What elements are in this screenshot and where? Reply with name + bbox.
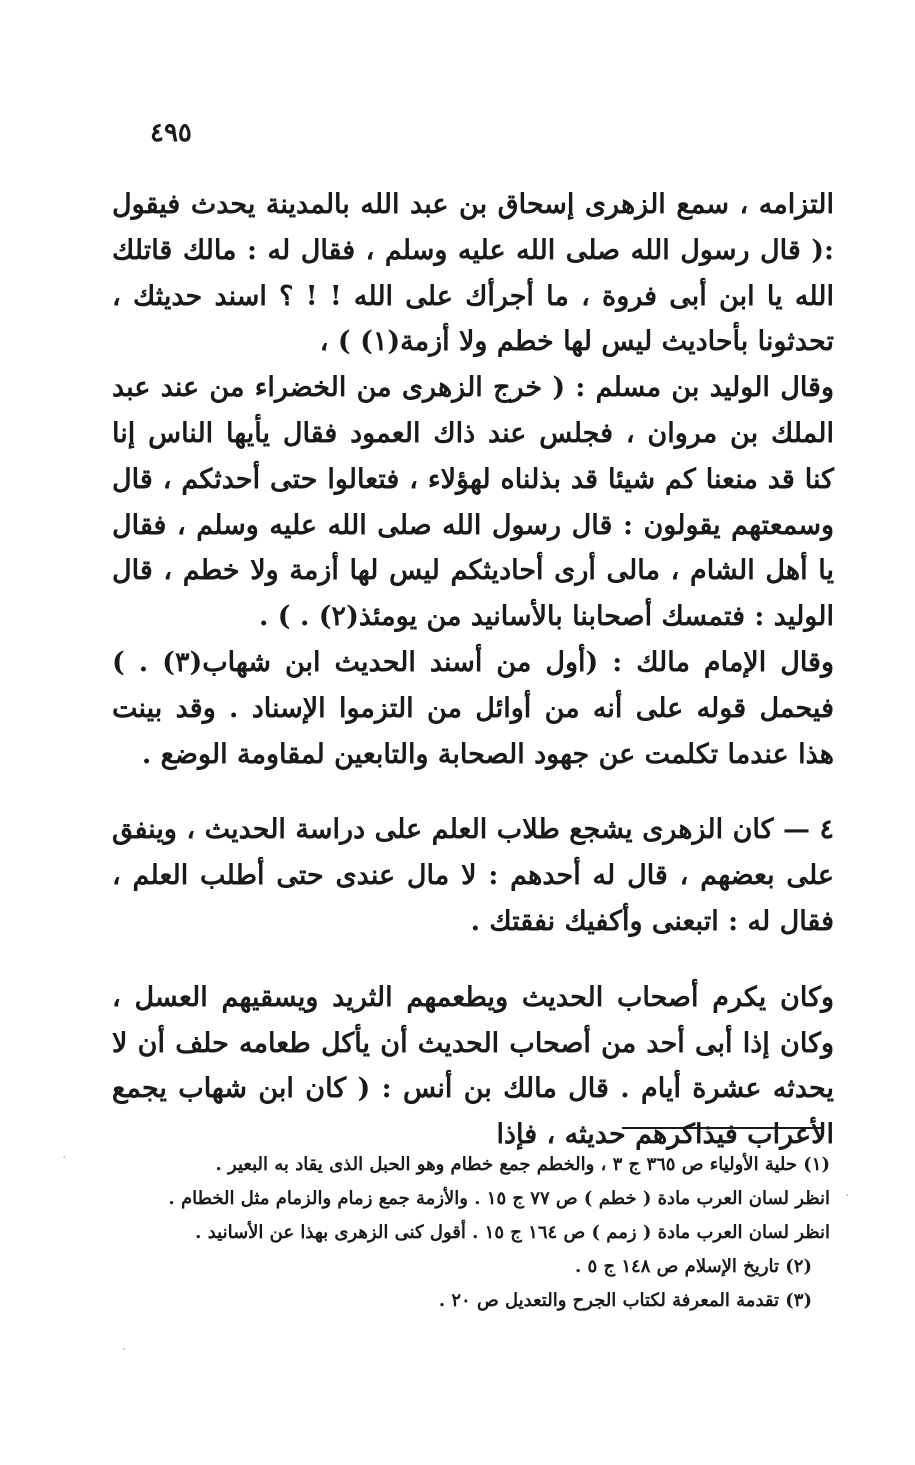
paragraph-point-4: ٤ — كان الزهرى يشجع طلاب العلم على دراسة الحديث ، وينفق على بعضهم ، قال له أحدهم : لا مال عندى حتى أطلب العلم ، فقال له : اتبعنى وأكفيك نفقتك . xyxy=(112,814,834,937)
paragraph-walid-bin-muslim: وقال الوليد بن مسلم : ( خرج الزهرى من الخضراء من عند عبد الملك بن مروان ، فجلس عند ذاك العمود فقال يأيها الناس إنا كنا قد منعنا كم شيئا قد بذلناه لهؤلاء ، فتعالوا حتى أحدثكم ، قال وسمعتهم يقولون : قال رسول الله صلى الله عليه وسلم ، فقال يا أهل الشام ، مالى أرى أحاديثكم ليس لها أزمة ولا خطم ، قال الوليد : فتمسك أصحابنا بالأسانيد من يومئذ(٢) . ) . xyxy=(112,372,834,633)
scan-speck: · xyxy=(62,1150,67,1166)
footnote-1: (١) حلية الأولياء ص ٣٦٥ ج ٣ ، والخطم جمع خطام وهو الحبل الذى يقاد به البعير . xyxy=(215,1154,830,1175)
scan-speck: · xyxy=(845,1188,850,1204)
footnote-2: (٢) تاريخ الإسلام ص ١٤٨ ج ٥ . xyxy=(575,1256,812,1277)
footnotes xyxy=(150,1148,830,1318)
footnote-separator xyxy=(622,1127,822,1129)
footnote-3: (٣) تقدمة المعرفة لكتاب الجرح والتعديل ص ٢٠ . xyxy=(438,1290,812,1311)
paragraph-isnad-ishaq: التزامه ، سمع الزهرى إسحاق بن عبد الله بالمدينة يحدث فيقول :( قال رسول الله صلى الله عليه وسلم ، فقال له : مالك قاتلك الله يا ابن أبى فروة ، ما أجرأك على الله ! ! ؟ اسند حديثك ، تحدثونا بأحاديث ليس لها خطم ولا أزمة(١) ) ، xyxy=(112,189,834,358)
paragraph-imam-malik: وقال الإمام مالك : (أول من أسند الحديث ابن شهاب(٣) . ) فيحمل قوله على أنه من أوائل من التزموا الإسناد . وقد بينت هذا عندما تكلمت عن جهود الصحابة والتابعين لمقاومة الوضع . xyxy=(112,646,834,770)
paragraph-generosity: وكان يكرم أصحاب الحديث ويطعمهم الثريد ويسقيهم العسل ، وكان إذا أبى أحد من أصحاب الحديث أن يأكل طعامه حلف أن لا يحدثه عشرة أيام . قال مالك بن أنس : ( كان ابن شهاب يجمع الأعراب فيذاكرهم حديثه ، فإذا xyxy=(112,981,834,1151)
scan-speck: · xyxy=(122,1342,127,1358)
footnote-1-continued: انظر لسان العرب مادة ( خطم ) ص ٧٧ ج ١٥ . والأزمة جمع زمام والزمام مثل الخطام . xyxy=(168,1188,830,1209)
page-number: ٤٩٥ xyxy=(150,118,192,148)
main-text xyxy=(112,182,834,1158)
footnote-1-continued: انظر لسان العرب مادة ( زمم ) ص ١٦٤ ج ١٥ . أقول كنى الزهرى بهذا عن الأسانيد . xyxy=(195,1222,830,1243)
